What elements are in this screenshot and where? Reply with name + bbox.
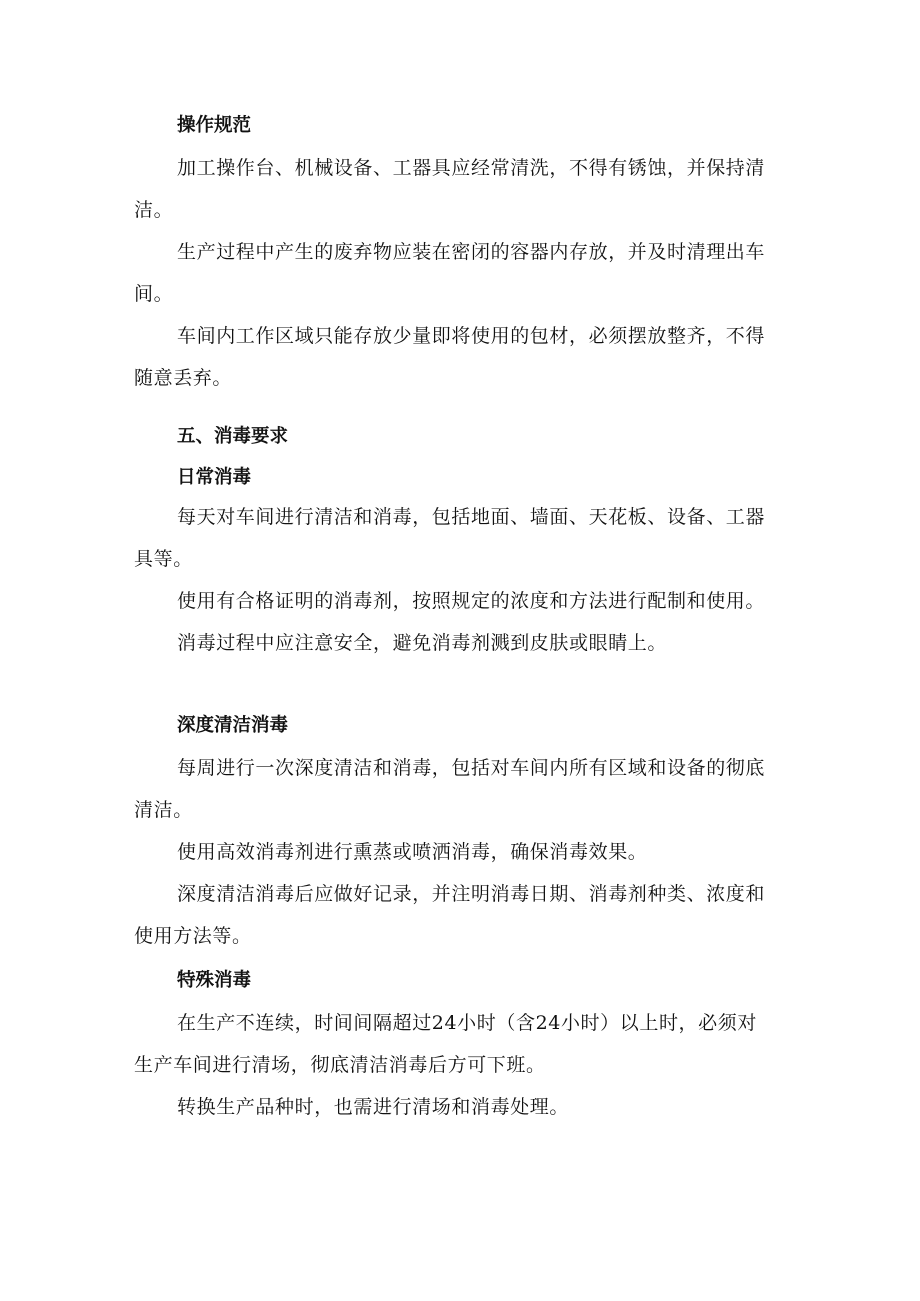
daily-paragraph-1: 每天对车间进行清洁和消毒，包括地面、墙面、天花板、设备、工器具等。 bbox=[134, 506, 766, 570]
ops-paragraph-2: 生产过程中产生的废弃物应装在密闭的容器内存放，并及时清理出车间。 bbox=[134, 241, 766, 305]
deep-paragraph-2: 使用高效消毒剂进行熏蒸或喷洒消毒，确保消毒效果。 bbox=[177, 841, 648, 863]
daily-paragraph-3: 消毒过程中应注意安全，避免消毒剂溅到皮肤或眼睛上。 bbox=[177, 632, 668, 654]
deep-paragraphs bbox=[134, 747, 774, 957]
deep-paragraph-1: 每周进行一次深度清洁和消毒，包括对车间内所有区域和设备的彻底清洁。 bbox=[134, 757, 766, 821]
ops-paragraph-1: 加工操作台、机械设备、工器具应经常清洗，不得有锈蚀，并保持清洁。 bbox=[134, 157, 766, 221]
daily-paragraph-2: 使用有合格证明的消毒剂，按照规定的浓度和方法进行配制和使用。 bbox=[177, 590, 766, 612]
special-heading-block bbox=[134, 968, 774, 994]
ops-paragraph-3: 车间内工作区域只能存放少量即将使用的包材，必须摆放整齐，不得随意丢弃。 bbox=[134, 325, 766, 389]
special-paragraph-1: 在生产不连续，时间间隔超过24小时（含24小时）以上时，必须对生产车间进行清场，彻底清洁消毒后方可下班。 bbox=[134, 1012, 757, 1076]
disinfection-title-block bbox=[134, 424, 774, 450]
special-heading: 特殊消毒 bbox=[177, 970, 252, 991]
ops-paragraphs bbox=[134, 147, 774, 399]
deep-heading: 深度清洁消毒 bbox=[177, 715, 289, 736]
daily-heading: 日常消毒 bbox=[177, 467, 252, 488]
ops-heading: 操作规范 bbox=[177, 115, 252, 136]
ops-section bbox=[134, 113, 774, 139]
daily-heading-block bbox=[134, 465, 774, 491]
deep-heading-block bbox=[134, 713, 774, 739]
daily-paragraphs bbox=[134, 496, 774, 664]
special-paragraph-2: 转换生产品种时，也需进行清场和消毒处理。 bbox=[177, 1096, 570, 1118]
disinfection-title: 五、消毒要求 bbox=[177, 426, 289, 447]
special-paragraphs bbox=[134, 1002, 774, 1128]
deep-paragraph-3: 深度清洁消毒后应做好记录，并注明消毒日期、消毒剂种类、浓度和使用方法等。 bbox=[134, 883, 766, 947]
